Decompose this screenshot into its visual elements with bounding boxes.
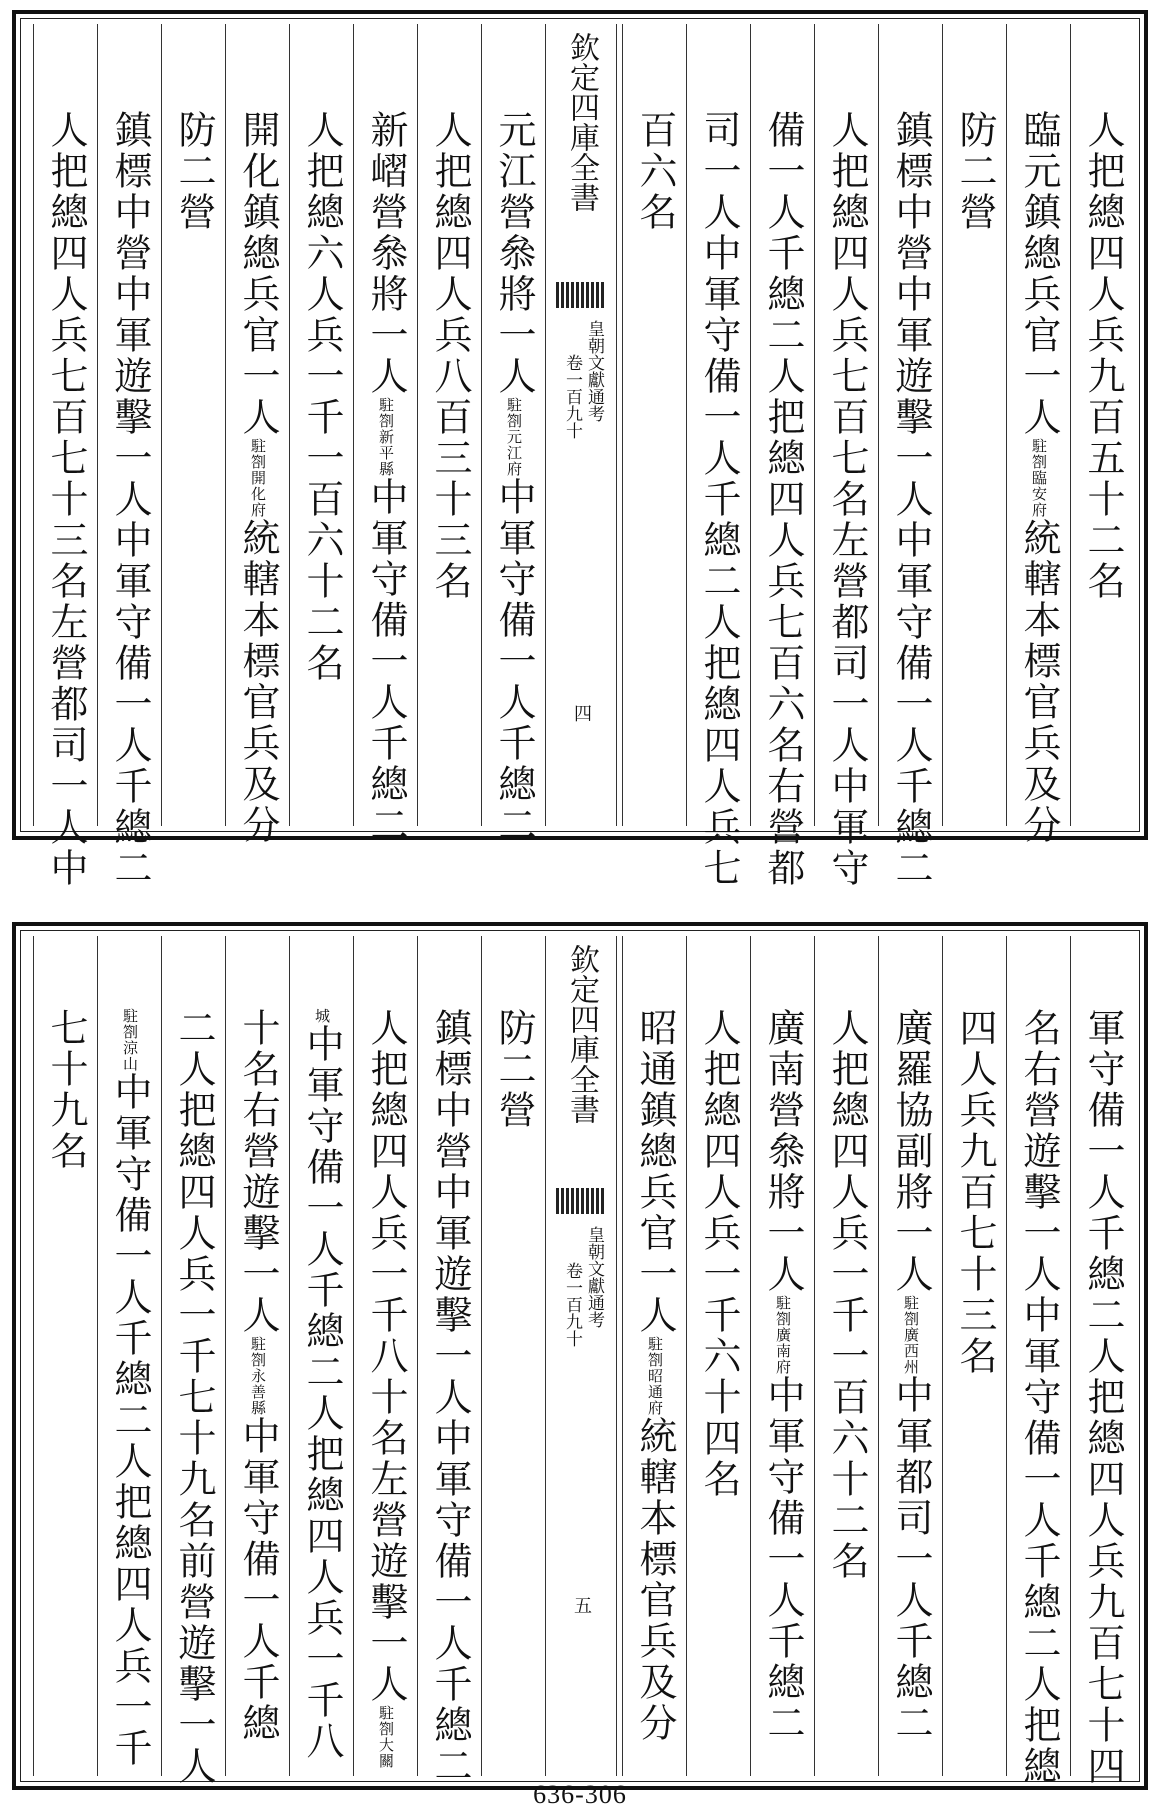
- column-text: [1071, 110, 1135, 602]
- center-fold: [545, 936, 617, 1776]
- text-segment: 鎮標中營中軍遊擊一人中軍守備一人千總二: [108, 110, 152, 889]
- text-column: [225, 936, 290, 1776]
- annotation-note: 駐劄新平縣: [377, 397, 395, 477]
- text-segment: 開化鎮總兵官一人: [236, 110, 280, 438]
- book-title: 欽定四庫全書: [564, 944, 599, 1124]
- text-column: [353, 24, 418, 846]
- text-segment: 新嶍營叅將一人: [364, 110, 408, 397]
- column-text: [226, 110, 290, 846]
- column-text: [162, 1008, 226, 1787]
- text-column: [750, 936, 815, 1776]
- text-column: [481, 936, 546, 1776]
- column-text: [290, 1008, 354, 1762]
- text-column: [225, 24, 290, 846]
- page-number: 四: [571, 704, 592, 722]
- column-text: [98, 110, 162, 889]
- text-segment: 七十九名: [44, 1008, 88, 1172]
- annotation-note: 駐劄開化府: [249, 438, 267, 518]
- text-segment: 中軍守備一人千總二: [761, 1375, 805, 1744]
- page-bottom: [12, 922, 1148, 1790]
- column-text: [1007, 110, 1071, 846]
- text-segment: 備一人千總二人把總四人兵七百六名右營都: [761, 110, 805, 889]
- text-segment: 統轄本標官兵及分: [633, 1416, 677, 1744]
- text-segment: 鎮標中營中軍遊擊一人中軍守備一人千總二: [889, 110, 933, 889]
- text-column: [161, 24, 226, 826]
- text-column: [942, 936, 1007, 1776]
- column-text: [418, 1008, 482, 1787]
- column-text: [623, 110, 687, 233]
- text-column: [1070, 24, 1135, 826]
- annotation-note: 駐劄臨安府: [1030, 438, 1048, 518]
- column-text: [482, 1008, 546, 1131]
- annotation-note: 駐劄廣西州: [902, 1295, 920, 1375]
- column-text: [482, 110, 546, 846]
- column-text: [418, 110, 482, 602]
- text-column: [622, 24, 687, 826]
- text-segment: 防二營: [172, 110, 216, 233]
- column-text: [687, 110, 751, 889]
- text-column: [97, 936, 162, 1776]
- text-segment: 人把總四人兵九百五十二名: [1081, 110, 1125, 602]
- text-segment: 中軍都司一人千總二: [889, 1375, 933, 1744]
- annotation-note: 駐劄大關: [377, 1705, 395, 1769]
- column-text: [687, 1008, 751, 1500]
- text-column: [686, 24, 751, 889]
- text-column: [878, 936, 943, 1776]
- text-segment: 廣南營叅將一人: [761, 1008, 805, 1295]
- column-text: [879, 110, 943, 889]
- column-text: [943, 110, 1007, 233]
- column-text: [815, 1008, 879, 1582]
- text-column: [417, 24, 482, 826]
- text-segment: 人把總四人兵一千八十名左營遊擊一人: [364, 1008, 408, 1705]
- text-column: [289, 936, 354, 1776]
- column-text: [226, 1008, 290, 1744]
- text-segment: 人把總四人兵八百三十三名: [428, 110, 472, 602]
- text-column: [481, 24, 546, 846]
- text-segment: 軍守備一人千總二人把總四人兵九百七十四: [1081, 1008, 1125, 1787]
- annotation-note: 駐劄元江府: [505, 397, 523, 477]
- text-segment: 人把總四人兵一千一百六十二名: [825, 1008, 869, 1582]
- text-column: [1070, 936, 1135, 1787]
- annotation-note: 城: [313, 1008, 331, 1024]
- book-title: 欽定四庫全書: [564, 32, 599, 212]
- text-segment: 人把總六人兵一千一百六十二名: [300, 110, 344, 684]
- column-text: [751, 1008, 815, 1744]
- text-column: [353, 936, 418, 1776]
- text-segment: 中軍守備一人千總二: [364, 477, 408, 846]
- column-text: [354, 1008, 418, 1769]
- column-text: [162, 110, 226, 233]
- column-text: [815, 110, 879, 889]
- text-segment: 二人把總四人兵一千七十九名前營遊擊一人: [172, 1008, 216, 1787]
- text-segment: 百六名: [633, 110, 677, 233]
- text-column: [814, 24, 879, 889]
- text-column: [417, 936, 482, 1787]
- column-text: [34, 1008, 98, 1172]
- text-segment: 人把總四人兵一千六十四名: [697, 1008, 741, 1500]
- column-text: [34, 110, 98, 889]
- text-segment: 昭通鎮總兵官一人: [633, 1008, 677, 1336]
- text-segment: 人把總四人兵七百七十三名左營都司一人中: [44, 110, 88, 889]
- text-segment: 統轄本標官兵及分: [1017, 518, 1061, 846]
- text-segment: 中軍守備一人千總: [236, 1416, 280, 1744]
- center-fold: [545, 24, 617, 826]
- text-segment: 統轄本標官兵及分: [236, 518, 280, 846]
- plate-number: 636-306: [533, 1780, 627, 1809]
- page-number: 五: [571, 1596, 592, 1614]
- text-column: [750, 24, 815, 889]
- text-column: [97, 24, 162, 889]
- text-segment: 中軍守備一人千總二人把總四人兵一千: [108, 1072, 152, 1769]
- annotation-note: 駐劄昭通府: [646, 1336, 664, 1416]
- column-text: [751, 110, 815, 889]
- text-column: [1006, 24, 1071, 846]
- text-segment: 廣羅協副將一人: [889, 1008, 933, 1295]
- column-text: [354, 110, 418, 846]
- column-text: [98, 1008, 162, 1769]
- column-text: [623, 1008, 687, 1744]
- fish-tail-mark: [556, 282, 604, 308]
- annotation-note: 駐劄廣南府: [774, 1295, 792, 1375]
- column-text: [943, 1008, 1007, 1377]
- text-column: [942, 24, 1007, 826]
- annotation-note: 駐劄涼山: [121, 1008, 139, 1072]
- work-title: 皇朝文獻通考: [584, 1226, 604, 1328]
- text-column: [622, 936, 687, 1776]
- text-segment: 十名右營遊擊一人: [236, 1008, 280, 1336]
- text-segment: 司一人中軍守備一人千總二人把總四人兵七: [697, 110, 741, 889]
- text-column: [33, 936, 98, 1776]
- text-segment: 鎮標中營中軍遊擊一人中軍守備一人千總二: [428, 1008, 472, 1787]
- fish-tail-mark: [556, 1188, 604, 1214]
- column-text: [1071, 1008, 1135, 1787]
- text-segment: 防二營: [492, 1008, 536, 1131]
- volume-label: 卷一百九十: [562, 1262, 582, 1347]
- text-segment: 防二營: [953, 110, 997, 233]
- text-column: [686, 936, 751, 1776]
- text-column: [1006, 936, 1071, 1787]
- text-segment: 四人兵九百七十三名: [953, 1008, 997, 1377]
- text-segment: 中軍守備一人千總二人把總四人兵一千八: [300, 1024, 344, 1762]
- page-top: [12, 10, 1148, 889]
- text-segment: 中軍守備一人千總二: [492, 477, 536, 846]
- text-segment: 人把總四人兵七百七名左營都司一人中軍守: [825, 110, 869, 889]
- text-segment: 臨元鎮總兵官一人: [1017, 110, 1061, 438]
- text-column: [33, 24, 98, 889]
- column-text: [1007, 1008, 1071, 1787]
- text-column: [289, 24, 354, 826]
- annotation-note: 駐劄永善縣: [249, 1336, 267, 1416]
- text-column: [161, 936, 226, 1787]
- text-segment: 名右營遊擊一人中軍守備一人千總二人把總: [1017, 1008, 1061, 1787]
- volume-label: 卷一百九十: [562, 354, 582, 439]
- work-title: 皇朝文獻通考: [584, 320, 604, 422]
- column-text: [290, 110, 354, 684]
- text-column: [878, 24, 943, 889]
- text-segment: 元江營叅將一人: [492, 110, 536, 397]
- text-column: [814, 936, 879, 1776]
- column-text: [879, 1008, 943, 1744]
